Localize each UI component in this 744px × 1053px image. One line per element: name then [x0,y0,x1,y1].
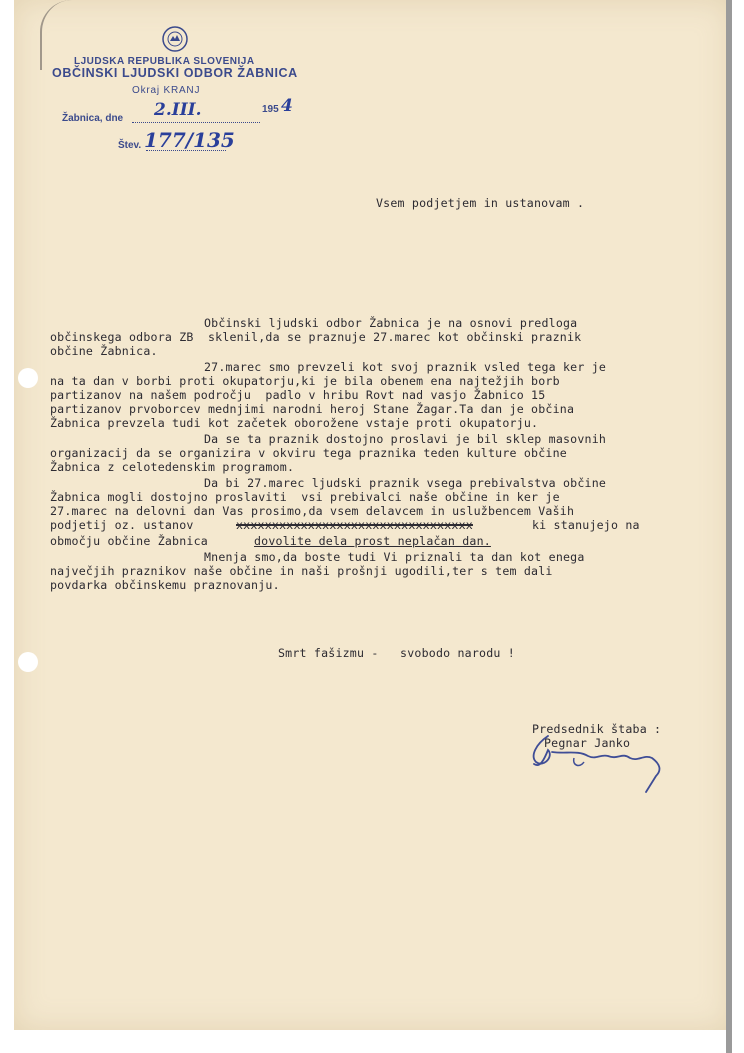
stamp-year-suffix: 4 [281,96,293,116]
body-line: Žabnica mogli dostojno proslaviti vsi prebivalci naše občine in ker je [50,490,560,504]
signature-title: Predsednik štaba : [532,722,662,736]
body-line: povdarka občinskemu praznovanju. [50,578,280,592]
body-line: 27.marec smo prevzeli kot svoj praznik vsled tega ker je [204,360,607,374]
body-line: Da se ta praznik dostojno proslavi je bil sklep masovnih [204,432,607,446]
body-line: na ta dan v borbi proti okupatorju,ki je bila obenem ena najtežjih borb [50,374,560,388]
body-line: Žabnica z celotedenskim programom. [50,460,295,474]
stamp-committee: OBČINSKI LJUDSKI ODBOR ŽABNICA [52,66,298,80]
stamp-number-value: 177/135 [144,128,235,152]
underlined-request: dovolite dela prost neplačan dan. [254,534,491,548]
stamp-year-prefix: 195 [262,104,279,115]
punch-hole [18,652,38,672]
body-line: ki stanujejo na [532,518,640,532]
handwritten-signature [526,730,676,798]
body-line: občine Žabnica. [50,344,158,358]
recipient-line: Vsem podjetjem in ustanovam . [376,196,585,210]
document-page [14,0,730,1030]
paper-fold [40,0,72,70]
stamp-date-value: 2.III. [154,100,202,120]
body-line: Mnenja smo,da boste tudi Vi priznali ta dan kot enega [204,550,585,564]
stamp-number-label: Štev. [118,140,142,151]
body-line: organizacij da se organizira v okviru tega praznika teden kulture občine [50,446,567,460]
body-line: partizanov na našem področju padlo v hribu Rovt nad vasjo Žabnico 15 [50,388,546,402]
struck-out-text: xxxxxxxxxxxxxxxxxxxxxxxxxxxxxxxxx [236,518,473,532]
scan-edge [726,0,732,1053]
body-line: partizanov prvoborcev mednjimi narodni heroj Stane Žagar.Ta dan je občina [50,402,575,416]
body-line: največjih praznikov naše občine in naši prošnji ugodili,ter s tem dali [50,564,553,578]
body-line: območju občine Žabnica [50,534,208,548]
stamp-republic: LJUDSKA REPUBLIKA SLOVENIJA [74,56,255,67]
coat-of-arms-icon [161,25,189,53]
body-line: Da bi 27.marec ljudski praznik vsega prebivalstva občine [204,476,607,490]
stamp-date-label: Žabnica, dne [62,113,124,124]
body-line: občinskega odbora ZB sklenil,da se praznuje 27.marec kot občinski praznik [50,330,582,344]
stamp-district: Okraj KRANJ [132,85,201,96]
body-line: podjetij oz. ustanov [50,518,194,532]
date-dotted-line [132,122,260,123]
body-line: Občinski ljudski odbor Žabnica je na osnovi predloga [204,316,578,330]
signature-name: Pegnar Janko [544,736,631,750]
punch-hole [18,368,38,388]
body-line: Žabnica prevzela tudi kot začetek oborožene vstaje proti okupatorju. [50,416,539,430]
body-line: 27.marec na delovni dan Vas prosimo,da vsem delavcem in uslužbencem Vaših [50,504,575,518]
closing-slogan: Smrt fašizmu - svobodo narodu ! [278,646,515,660]
